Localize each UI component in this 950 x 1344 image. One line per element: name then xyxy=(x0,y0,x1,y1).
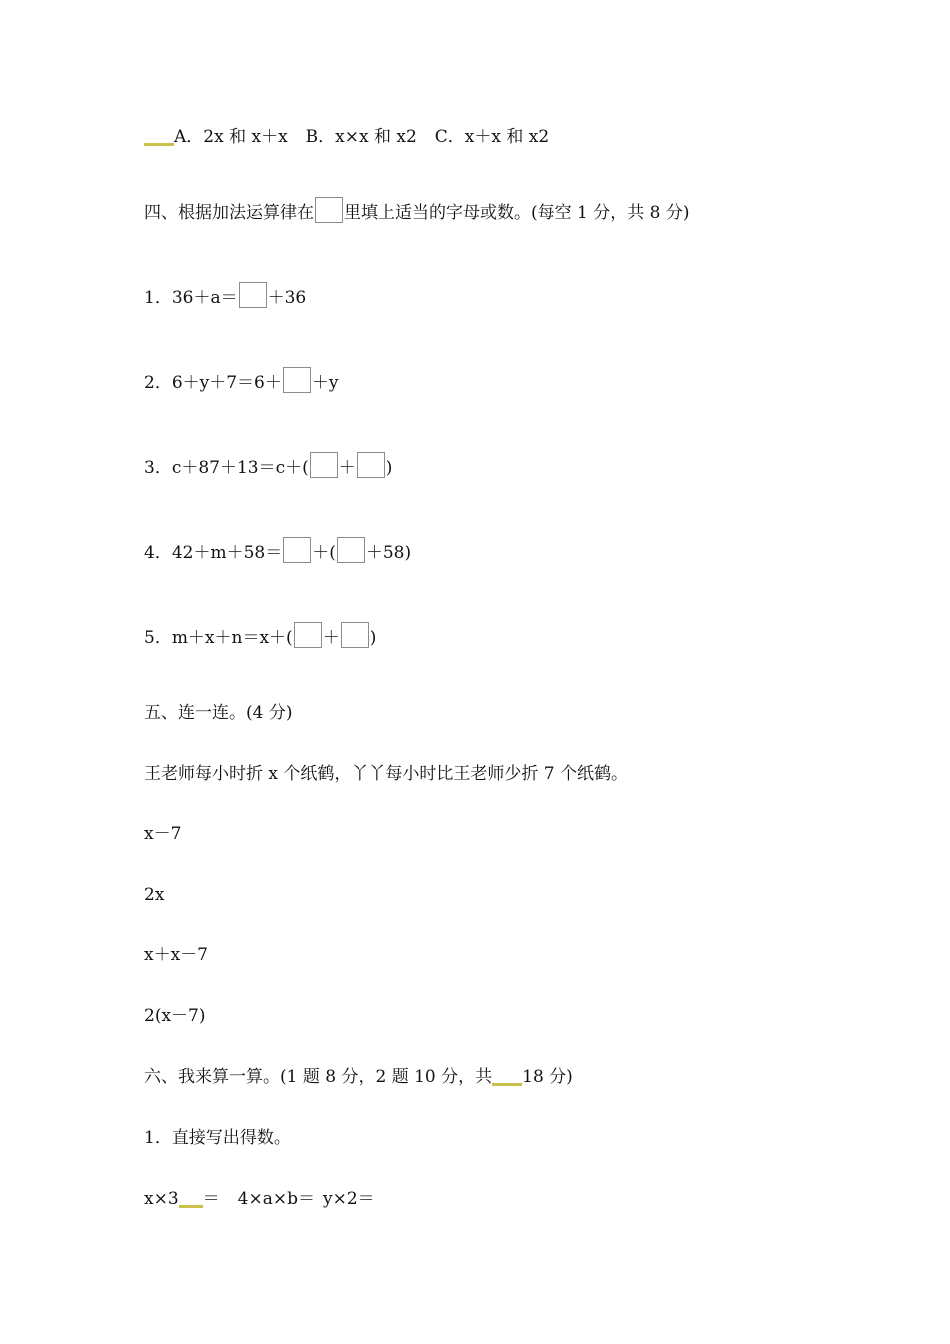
calc-c: y×2＝ xyxy=(322,1189,375,1209)
q4-text: 4．42＋m＋58＝ xyxy=(144,543,283,563)
option-c[interactable]: C．x＋x 和 x2 xyxy=(434,127,550,147)
answer-box-example xyxy=(315,197,343,223)
q3-text: 3．c＋87＋13＝c＋( xyxy=(144,458,309,478)
blank-underline[interactable] xyxy=(144,143,174,146)
option-a[interactable]: A．2x 和 x＋x xyxy=(174,127,288,147)
q3-plus: ＋ xyxy=(338,458,356,478)
q1-text: 1．36＋a＝ xyxy=(144,288,238,308)
answer-box[interactable] xyxy=(294,622,322,648)
calc-b: 4×a×b＝ xyxy=(237,1189,315,1209)
q2-text: 2．6＋y＋7＝6＋ xyxy=(144,373,282,393)
q4-end: ＋58) xyxy=(365,543,412,563)
section6-title-start: 六、我来算一算。(1 题 8 分，2 题 10 分，共 xyxy=(144,1067,493,1087)
question-4-5 xyxy=(144,622,376,650)
q3-close: ) xyxy=(385,458,393,478)
q5-plus: ＋ xyxy=(322,628,340,648)
answer-box[interactable] xyxy=(283,367,311,393)
answer-box[interactable] xyxy=(239,282,267,308)
answer-box[interactable] xyxy=(310,452,338,478)
answer-box[interactable] xyxy=(337,537,365,563)
q1-text-end: ＋36 xyxy=(267,288,307,308)
options-line xyxy=(144,125,549,149)
match-item-2[interactable]: 2x xyxy=(144,885,165,905)
answer-box[interactable] xyxy=(341,622,369,648)
section5-prompt: 王老师每小时折 x 个纸鹤，丫丫每小时比王老师少折 7 个纸鹤。 xyxy=(144,764,629,784)
section5-title: 五、连一连。(4 分) xyxy=(144,703,293,723)
answer-box[interactable] xyxy=(283,537,311,563)
q2-text-end: ＋y xyxy=(311,373,339,393)
match-item-4[interactable]: 2(x－7) xyxy=(144,1006,206,1026)
section6-title xyxy=(144,1065,573,1089)
match-item-1[interactable]: x－7 xyxy=(144,824,182,844)
section4-title-end: 里填上适当的字母或数。(每空 1 分，共 8 分) xyxy=(344,203,690,223)
match-item-3[interactable]: x＋x－7 xyxy=(144,945,208,965)
section4-title-start: 四、根据加法运算律在 xyxy=(144,203,314,223)
q5-text: 5．m＋x＋n＝x＋( xyxy=(144,628,293,648)
section6-title-end: 18 分) xyxy=(522,1067,573,1087)
blank-underline[interactable] xyxy=(179,1205,203,1208)
question-4-2 xyxy=(144,367,338,395)
q5-close: ) xyxy=(369,628,377,648)
option-b[interactable]: B．x×x 和 x2 xyxy=(305,127,417,147)
section6-q1-title: 1．直接写出得数。 xyxy=(144,1128,291,1148)
question-4-4 xyxy=(144,537,411,565)
calc-line xyxy=(144,1187,375,1211)
blank-underline[interactable] xyxy=(492,1083,522,1086)
calc-a-eq: ＝ xyxy=(202,1189,220,1209)
question-4-1 xyxy=(144,282,306,310)
question-4-3 xyxy=(144,452,392,480)
calc-a: x×3 xyxy=(144,1189,179,1209)
section4-title xyxy=(144,197,690,225)
q4-mid: ＋( xyxy=(312,543,336,563)
answer-box[interactable] xyxy=(357,452,385,478)
